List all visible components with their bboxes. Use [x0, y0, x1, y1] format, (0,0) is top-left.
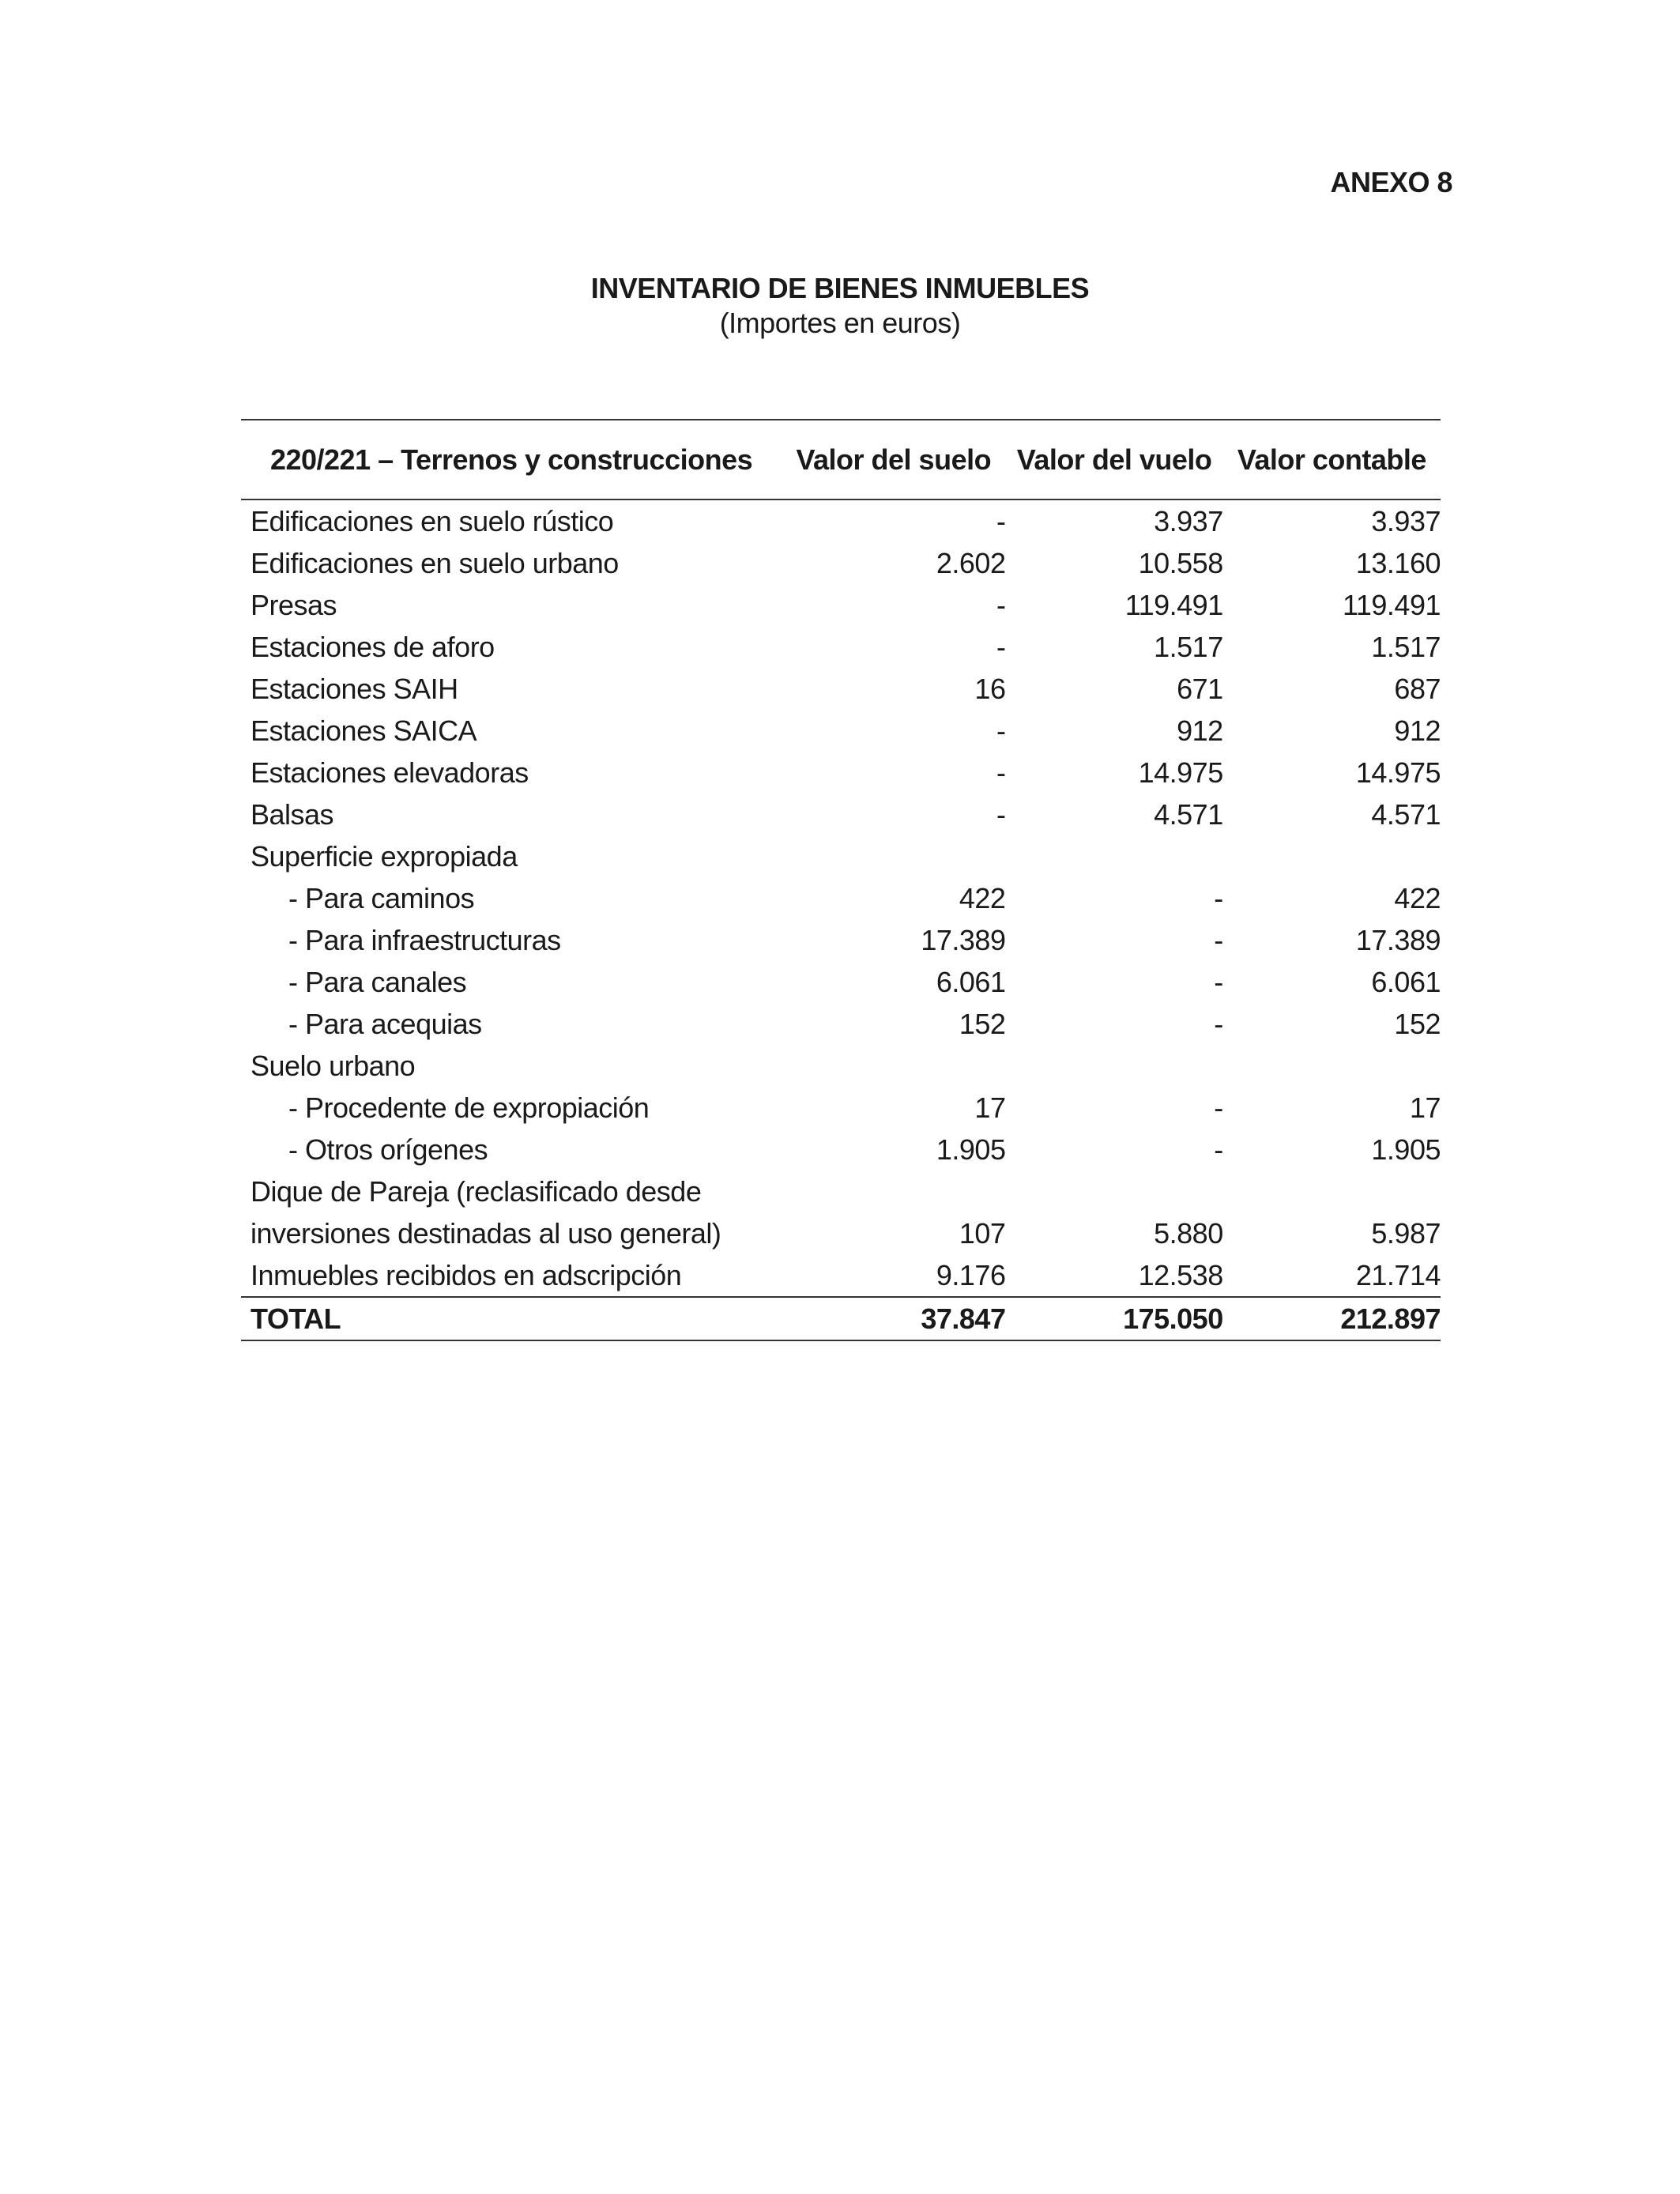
total-valor-suelo: 37.847: [782, 1297, 1005, 1340]
row-label: - Para infraestructuras: [288, 924, 561, 956]
row-label: [241, 1171, 782, 1254]
cell-valor-contable: [1223, 1045, 1441, 1087]
row-label: Superficie expropiada: [250, 840, 518, 873]
row-label: Estaciones de aforo: [250, 631, 495, 663]
total-valor-contable: 212.897: [1223, 1297, 1441, 1340]
table-row: [241, 626, 1441, 668]
cell-valor-contable: 4.571: [1371, 798, 1441, 831]
cell-valor-contable: 17.389: [1355, 924, 1441, 956]
table-row: [241, 794, 1441, 835]
row-label: - Para caminos: [288, 882, 475, 914]
table-row: [241, 1254, 1441, 1297]
row-label: - Otros orígenes: [288, 1133, 488, 1166]
cell-valor-contable: 422: [1394, 882, 1441, 914]
row-label: - Procedente de expropiación: [288, 1091, 650, 1124]
table-row: [241, 752, 1441, 794]
cell-valor-contable: 1.905: [1371, 1133, 1441, 1166]
cell-valor-suelo: [782, 835, 1005, 877]
cell-valor-vuelo: 1.517: [1154, 631, 1223, 663]
row-label: Estaciones elevadoras: [250, 756, 529, 789]
cell-valor-suelo: 6.061: [936, 966, 1006, 998]
document-title: INVENTARIO DE BIENES INMUEBLES: [590, 272, 1090, 304]
cell-valor-contable: 1.517: [1371, 631, 1441, 663]
cell-valor-contable: 152: [1394, 1008, 1441, 1040]
table-row: [241, 542, 1441, 584]
cell-valor-contable: 17: [1409, 1091, 1441, 1124]
table-row: [241, 668, 1441, 710]
cell-valor-suelo: 107: [959, 1217, 1006, 1250]
cell-valor-contable: 119.491: [1343, 589, 1441, 621]
cell-valor-contable: [1223, 835, 1441, 877]
cell-valor-contable: 912: [1394, 714, 1441, 747]
row-label: Estaciones SAIH: [250, 673, 458, 705]
cell-valor-suelo: 422: [959, 882, 1006, 914]
table-row: [241, 1171, 1441, 1254]
cell-valor-suelo: -: [996, 505, 1006, 537]
table-row: [241, 961, 1441, 1003]
title-block: [0, 271, 1680, 341]
cell-valor-suelo: 1.905: [936, 1133, 1006, 1166]
row-label: Edificaciones en suelo urbano: [250, 547, 619, 579]
document-subtitle: (Importes en euros): [719, 307, 961, 339]
total-row: [241, 1297, 1441, 1340]
cell-valor-vuelo: 14.975: [1138, 756, 1223, 789]
cell-valor-vuelo: 119.491: [1124, 589, 1223, 621]
row-label: Suelo urbano: [250, 1050, 416, 1082]
cell-valor-vuelo: -: [1214, 1133, 1223, 1166]
cell-valor-contable: 14.975: [1355, 756, 1441, 789]
cell-valor-suelo: [782, 1045, 1005, 1087]
cell-valor-suelo: 152: [959, 1008, 1006, 1040]
cell-valor-vuelo: [1005, 835, 1222, 877]
cell-valor-vuelo: -: [1214, 1008, 1223, 1040]
cell-valor-vuelo: [1005, 1045, 1222, 1087]
cell-valor-suelo: -: [996, 631, 1006, 663]
cell-valor-vuelo: -: [1214, 966, 1223, 998]
cell-valor-vuelo: 5.880: [1154, 1217, 1223, 1250]
cell-valor-suelo: -: [996, 589, 1006, 621]
row-label-line-2: inversiones destinadas al uso general): [250, 1217, 721, 1250]
cell-valor-vuelo: 671: [1177, 673, 1223, 705]
row-label-line-1: Dique de Pareja (reclasificado desde: [250, 1175, 702, 1208]
cell-valor-vuelo: 12.538: [1138, 1259, 1223, 1291]
row-label: Estaciones SAICA: [250, 714, 477, 747]
annex-label: ANEXO 8: [1330, 166, 1452, 198]
cell-valor-contable: 5.987: [1371, 1217, 1441, 1250]
cell-valor-suelo: -: [996, 714, 1006, 747]
column-header-valor-vuelo: Valor del vuelo: [1005, 420, 1222, 499]
row-label: Balsas: [250, 798, 334, 831]
inventory-table: [241, 419, 1441, 1341]
cell-valor-vuelo: -: [1214, 1091, 1223, 1124]
table-row: [241, 584, 1441, 626]
cell-valor-contable: 21.714: [1355, 1259, 1441, 1291]
cell-valor-vuelo: -: [1214, 924, 1223, 956]
cell-valor-vuelo: 912: [1177, 714, 1223, 747]
table-row: [241, 1003, 1441, 1045]
cell-valor-suelo: 2.602: [936, 547, 1006, 579]
cell-valor-suelo: 17: [974, 1091, 1006, 1124]
row-label: Edificaciones en suelo rústico: [250, 505, 614, 537]
row-label: - Para acequias: [288, 1008, 482, 1040]
cell-valor-contable: 687: [1394, 673, 1441, 705]
column-header-valor-suelo: Valor del suelo: [782, 420, 1005, 499]
cell-valor-suelo: 17.389: [921, 924, 1006, 956]
row-label: - Para canales: [288, 966, 467, 998]
table-row: [241, 877, 1441, 919]
cell-valor-vuelo: 3.937: [1154, 505, 1223, 537]
row-label: Inmuebles recibidos en adscripción: [250, 1259, 682, 1291]
cell-valor-contable: 3.937: [1371, 505, 1441, 537]
column-header-category: 220/221 – Terrenos y construcciones: [241, 420, 782, 499]
table-row: [241, 1045, 1441, 1087]
cell-valor-vuelo: 10.558: [1138, 547, 1223, 579]
table-row: [241, 919, 1441, 961]
table-row: [241, 710, 1441, 752]
row-label: Presas: [250, 589, 337, 621]
cell-valor-contable: 6.061: [1371, 966, 1441, 998]
cell-valor-suelo: 9.176: [936, 1259, 1006, 1291]
cell-valor-suelo: -: [996, 798, 1006, 831]
cell-valor-vuelo: -: [1214, 882, 1223, 914]
table-row: [241, 499, 1441, 542]
table-header-row: [241, 420, 1441, 499]
total-label: TOTAL: [241, 1297, 782, 1340]
cell-valor-contable: 13.160: [1355, 547, 1441, 579]
total-valor-vuelo: 175.050: [1005, 1297, 1222, 1340]
table-row: [241, 1129, 1441, 1171]
column-header-valor-contable: Valor contable: [1223, 420, 1441, 499]
table-row: [241, 835, 1441, 877]
cell-valor-vuelo: 4.571: [1154, 798, 1223, 831]
cell-valor-suelo: 16: [974, 673, 1006, 705]
cell-valor-suelo: -: [996, 756, 1006, 789]
table-row: [241, 1087, 1441, 1129]
